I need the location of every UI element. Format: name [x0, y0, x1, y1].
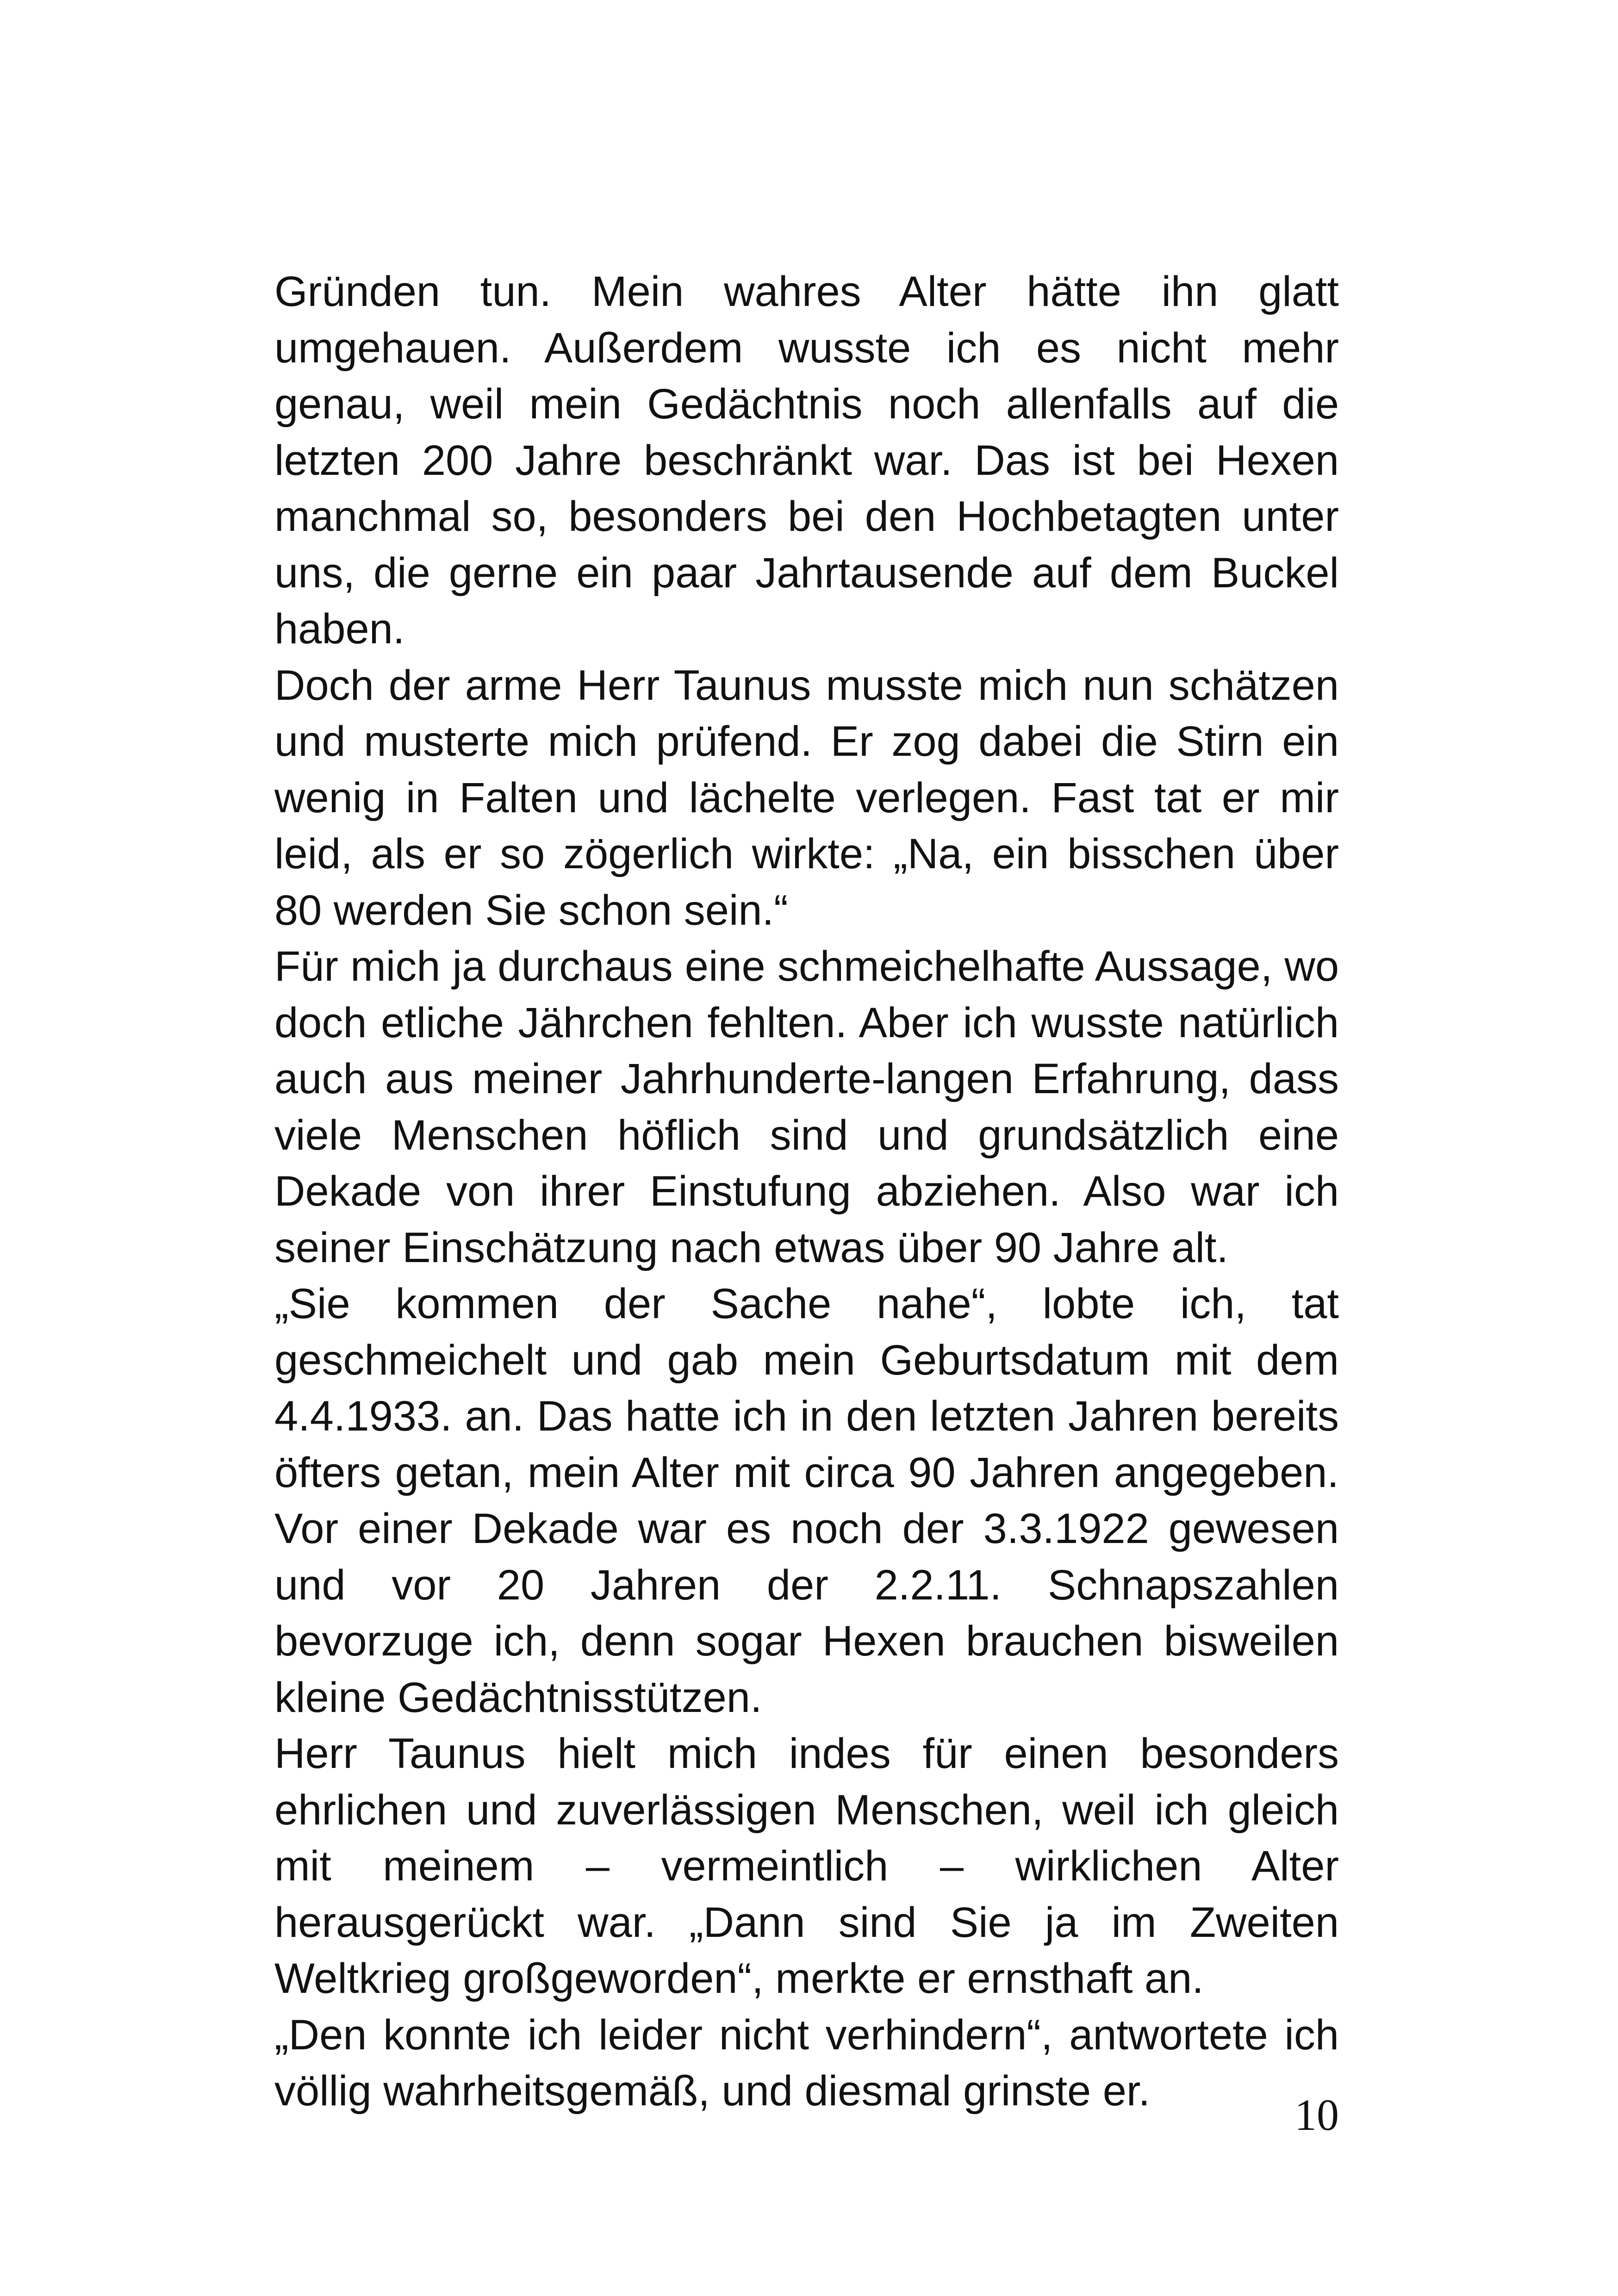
paragraph-3: Für mich ja durchaus eine schmeichelhafte Aussage, wo doch etliche Jährchen fehlten. Aber ich wusste natürlich auch aus meiner Jahrhunderte-langen Erfahrung, dass viele Menschen höflich sind und grundsätzlich eine Dekade von ihrer Einstufung abziehen. Also war ich seiner Einschätzung nach etwas über 90 Jahre alt.	[274, 943, 1339, 1271]
paragraph-1: Gründen tun. Mein wahres Alter hätte ihn glatt umgehauen. Außerdem wusste ich es nicht mehr genau, weil mein Gedächtnis noch allenfalls auf die letzten 200 Jahre beschränkt war. Das ist bei Hexen manchmal so, besonders bei den Hochbetagten unter uns, die gerne ein paar Jahrtausende auf dem Buckel haben.	[274, 268, 1339, 653]
paragraph-5: Herr Taunus hielt mich indes für einen besonders ehrlichen und zuverlässigen Menschen, weil ich gleich mit meinem – vermeintlich – wirklichen Alter herausgerückt war. „Dann sind Sie ja im Zweiten Weltkrieg großgeworden“, merkte er ernsthaft an.	[274, 1730, 1339, 2002]
body-text	[274, 264, 1339, 2120]
page-number: 10	[1294, 2090, 1339, 2140]
paragraph-6: „Den konnte ich leider nicht verhindern“, antwortete ich völlig wahrheitsgemäß, und diesmal grinste er.	[274, 2011, 1339, 2115]
paragraph-2: Doch der arme Herr Taunus musste mich nun schätzen und musterte mich prüfend. Er zog dabei die Stirn ein wenig in Falten und lächelte verlegen. Fast tat er mir leid, als er so zögerlich wirkte: „Na, ein bisschen über 80 werden Sie schon sein.“	[274, 661, 1339, 934]
paragraph-4: „Sie kommen der Sache nahe“, lobte ich, tat geschmeichelt und gab mein Geburtsdatum mit dem 4.4.1933. an. Das hatte ich in den letzten Jahren bereits öfters getan, mein Alter mit circa 90 Jahren angegeben. Vor einer Dekade war es noch der 3.3.1922 gewesen und vor 20 Jahren der 2.2.11. Schnapszahlen bevorzuge ich, denn sogar Hexen brauchen bisweilen kleine Gedächtnisstützen.	[274, 1280, 1339, 1721]
